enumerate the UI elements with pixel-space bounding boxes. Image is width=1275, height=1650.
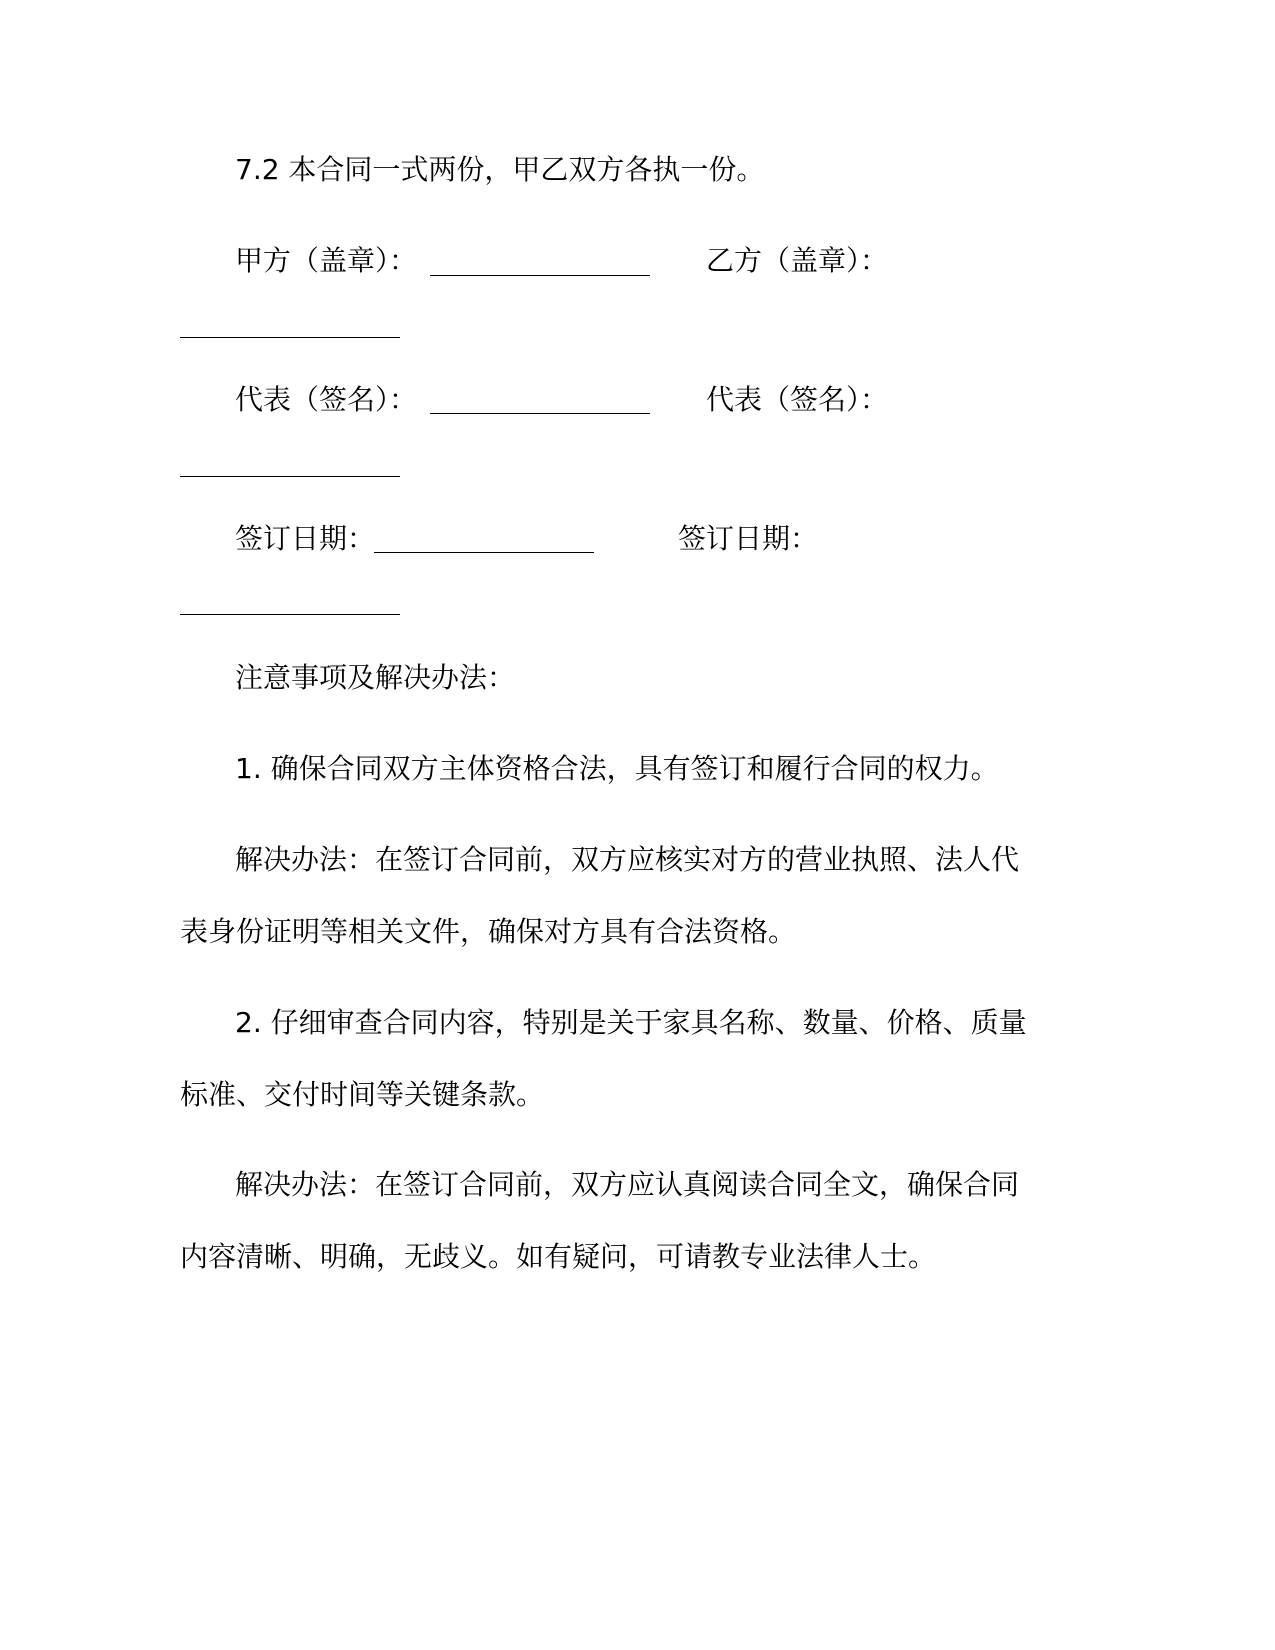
solution-1-line-2: 表身份证明等相关文件，确保对方具有合法资格。 [180,915,797,948]
note-item-1: 1. 确保合同双方主体资格合法，具有签订和履行合同的权力。 [235,752,999,785]
notes-heading: 注意事项及解决办法： [235,661,516,694]
party-a-seal-label: 甲方（盖章）： [235,244,418,277]
clause-7-2: 7.2 本合同一式两份，甲乙双方各执一份。 [235,153,765,186]
party-a-date-label: 签订日期： [235,522,376,555]
note-item-2-line-1: 2. 仔细审查合同内容，特别是关于家具名称、数量、价格、质量 [235,1006,1027,1039]
party-a-date-field[interactable] [374,552,594,553]
party-b-seal-label: 乙方（盖章）： [706,244,889,277]
party-a-rep-label: 代表（签名）： [235,383,418,416]
party-a-rep-field[interactable] [430,413,650,414]
party-b-seal-field[interactable] [180,337,400,338]
party-b-rep-label: 代表（签名）： [706,383,889,416]
party-b-rep-field[interactable] [180,476,400,477]
party-a-seal-field[interactable] [430,275,650,276]
note-item-2-line-2: 标准、交付时间等关键条款。 [180,1078,545,1111]
solution-2-line-1: 解决办法：在签订合同前，双方应认真阅读合同全文，确保合同 [235,1168,1020,1201]
party-b-date-field[interactable] [180,614,400,615]
solution-1-line-1: 解决办法：在签订合同前，双方应核实对方的营业执照、法人代 [235,843,1020,876]
party-b-date-label: 签订日期： [678,522,819,555]
solution-2-line-2: 内容清晰、明确，无歧义。如有疑问，可请教专业法律人士。 [180,1240,937,1273]
